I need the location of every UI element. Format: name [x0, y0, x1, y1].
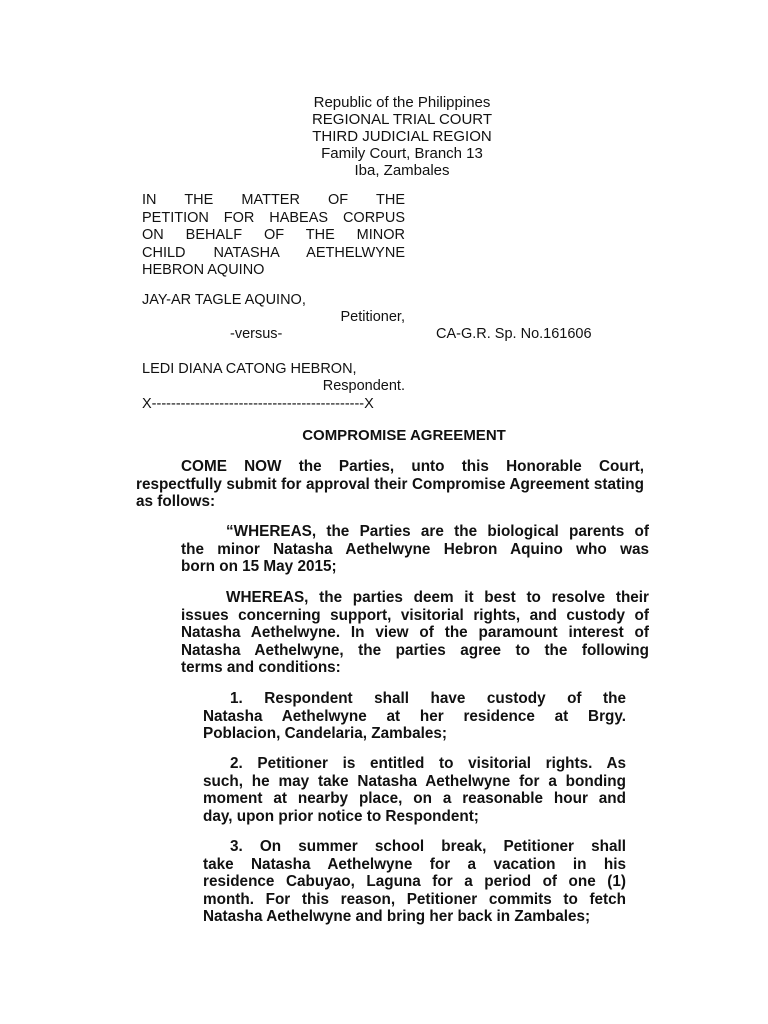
paragraph-line: born on 15 May 2015; — [181, 558, 337, 575]
matter-line: CHILD NATASHA AETHELWYNE — [142, 244, 405, 261]
header-line: Iba, Zambales — [354, 162, 450, 179]
paragraph-line: such, he may take Natasha Aethelwyne for a bonding — [203, 772, 626, 790]
paragraph-line: as follows: — [136, 493, 216, 510]
document-title: COMPROMISE AGREEMENT — [302, 427, 506, 444]
term-2 — [203, 755, 626, 825]
versus-label: -versus- — [230, 326, 283, 342]
paragraph-line: Natasha Aethelwyne at her residence at Brgy. — [203, 707, 626, 725]
paragraph-line: COME NOW the Parties, unto this Honorable Court, — [181, 458, 644, 475]
paragraph-line: Natasha Aethelwyne, the parties agree to the following — [181, 641, 649, 659]
paragraph-line: Natasha Aethelwyne and bring her back in Zambales; — [203, 908, 591, 925]
paragraph-line: moment at nearby place, on a reasonable hour and — [203, 790, 626, 807]
header-line: THIRD JUDICIAL REGION — [312, 128, 492, 145]
paragraph-line: issues concerning support, visitorial rights, and custody of — [181, 606, 649, 624]
caption-separator: X--------------------------------------------X — [142, 396, 374, 412]
matter-line: ON BEHALF OF THE MINOR — [142, 227, 405, 243]
paragraph-line: residence Cabuyao, Laguna for a period of one (1) — [203, 873, 626, 890]
intro-paragraph — [136, 458, 644, 511]
paragraph-line: 3. On summer school break, Petitioner shall — [230, 838, 626, 855]
paragraph-line: Poblacion, Candelaria, Zambales; — [203, 725, 447, 742]
header-line: Republic of the Philippines — [313, 94, 491, 111]
paragraph-line: respectfully submit for approval their Compromise Agreement stating — [136, 475, 644, 493]
petitioner-name: JAY-AR TAGLE AQUINO, — [142, 292, 306, 308]
header-line: Family Court, Branch 13 — [321, 145, 483, 162]
matter-line: PETITION FOR HABEAS CORPUS — [142, 209, 405, 226]
paragraph-line: “WHEREAS, the Parties are the biological parents of — [226, 523, 649, 540]
case-matter — [142, 192, 405, 280]
respondent-role: Respondent. — [322, 378, 405, 394]
paragraph-line: WHEREAS, the parties deem it best to resolve their — [226, 589, 649, 606]
whereas-paragraph-1 — [181, 523, 649, 576]
paragraph-line: 2. Petitioner is entitled to visitorial rights. As — [230, 755, 626, 772]
court-header — [0, 94, 768, 179]
matter-line: HEBRON AQUINO — [142, 262, 265, 278]
paragraph-line: day, upon prior notice to Respondent; — [203, 807, 479, 825]
term-3 — [203, 838, 626, 926]
case-number: CA-G.R. Sp. No.161606 — [436, 326, 592, 342]
header-line: REGIONAL TRIAL COURT — [311, 111, 493, 128]
paragraph-line: Natasha Aethelwyne. In view of the paramount interest of — [181, 624, 649, 641]
respondent-name: LEDI DIANA CATONG HEBRON, — [142, 361, 357, 377]
term-1 — [203, 690, 626, 743]
paragraph-line: 1. Respondent shall have custody of the — [230, 690, 626, 707]
paragraph-line: month. For this reason, Petitioner commits to fetch — [203, 890, 626, 908]
petitioner-role: Petitioner, — [340, 309, 405, 325]
matter-line: IN THE MATTER OF THE — [142, 192, 405, 208]
paragraph-line: terms and conditions: — [181, 659, 341, 676]
paragraph-line: take Natasha Aethelwyne for a vacation in his — [203, 855, 626, 873]
whereas-paragraph-2 — [181, 589, 649, 677]
paragraph-line: the minor Natasha Aethelwyne Hebron Aquino who was — [181, 540, 649, 558]
